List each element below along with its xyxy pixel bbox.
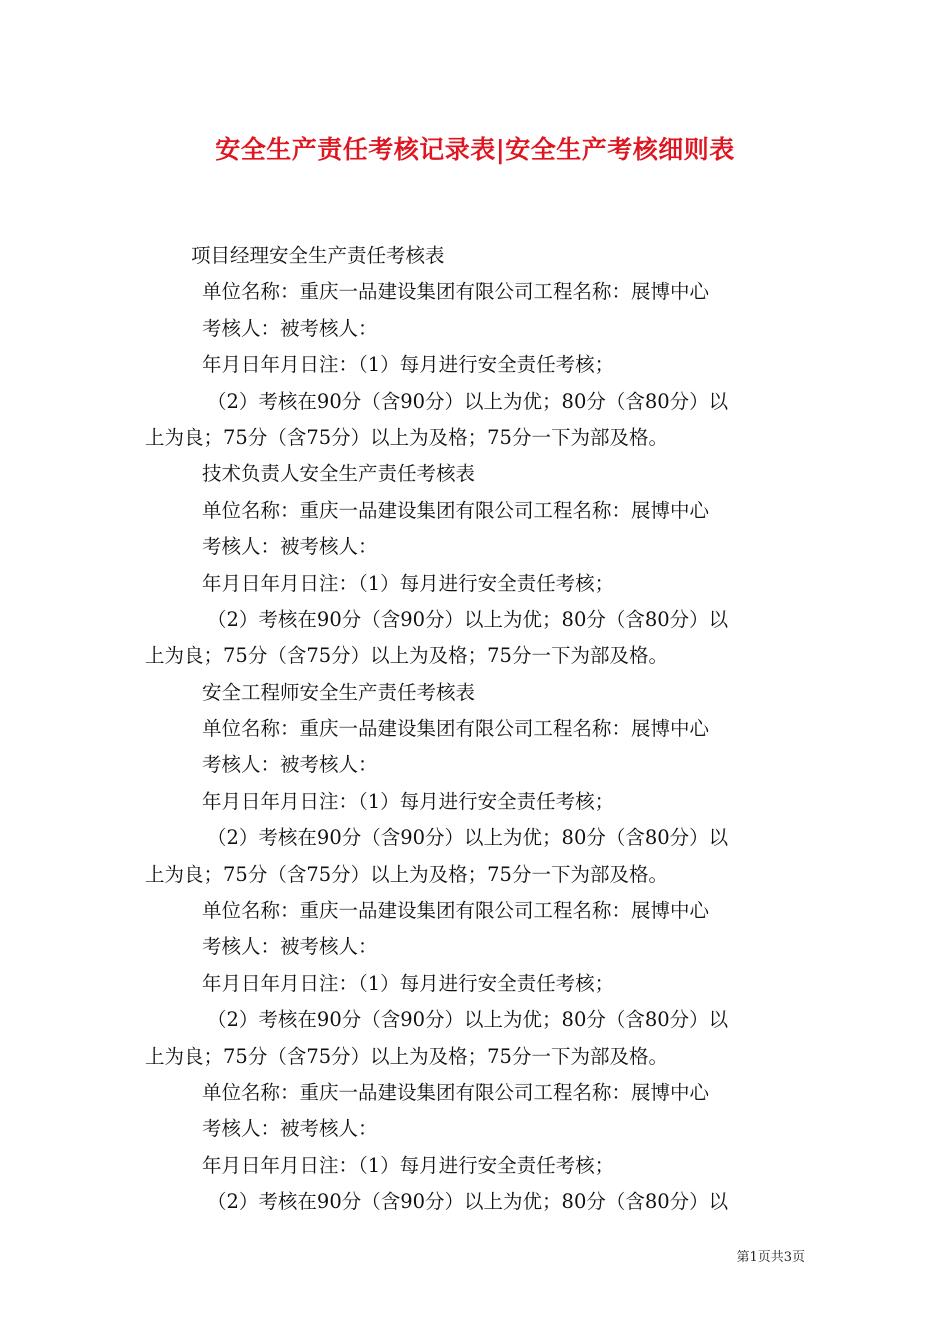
paragraph-line: 技术负责人安全生产责任考核表 <box>202 462 476 486</box>
paragraph-line: 考核人：被考核人： <box>202 316 378 340</box>
paragraph-line: 单位名称：重庆一品建设集团有限公司工程名称：展博中心 <box>202 1080 710 1104</box>
paragraph-line: 年月日年月日注：（1）每月进行安全责任考核； <box>202 1153 615 1177</box>
paragraph-line: （2）考核在90分（含90分）以上为优；80分（含80分）以 <box>207 389 729 413</box>
paragraph-line: 年月日年月日注：（1）每月进行安全责任考核； <box>202 789 615 813</box>
paragraph-line: （2）考核在90分（含90分）以上为优；80分（含80分）以 <box>207 1190 729 1214</box>
paragraph-line: 考核人：被考核人： <box>202 1117 378 1141</box>
paragraph-line: 年月日年月日注：（1）每月进行安全责任考核； <box>202 971 615 995</box>
paragraph-line: 考核人：被考核人： <box>202 535 378 559</box>
paragraph-line: 单位名称：重庆一品建设集团有限公司工程名称：展博中心 <box>202 498 710 522</box>
paragraph-line: （2）考核在90分（含90分）以上为优；80分（含80分）以 <box>207 1008 729 1032</box>
page-number: 第1页共3页 <box>736 1250 805 1265</box>
paragraph-line: 单位名称：重庆一品建设集团有限公司工程名称：展博中心 <box>202 717 710 741</box>
paragraph-line: 单位名称：重庆一品建设集团有限公司工程名称：展博中心 <box>202 899 710 923</box>
page-title: 安全生产责任考核记录表|安全生产考核细则表 <box>215 135 735 164</box>
paragraph-line: （2）考核在90分（含90分）以上为优；80分（含80分）以 <box>207 826 729 850</box>
paragraph-line: 考核人：被考核人： <box>202 935 378 959</box>
paragraph-line: （2）考核在90分（含90分）以上为优；80分（含80分）以 <box>207 607 729 631</box>
paragraph-line: 上为良；75分（含75分）以上为及格；75分一下为部及格。 <box>145 425 668 449</box>
paragraph-line: 年月日年月日注：（1）每月进行安全责任考核； <box>202 571 615 595</box>
paragraph-line: 安全工程师安全生产责任考核表 <box>202 680 476 704</box>
paragraph-line: 项目经理安全生产责任考核表 <box>191 244 445 267</box>
paragraph-line: 单位名称：重庆一品建设集团有限公司工程名称：展博中心 <box>202 280 710 304</box>
paragraph-line: 上为良；75分（含75分）以上为及格；75分一下为部及格。 <box>145 644 668 668</box>
paragraph-line: 考核人：被考核人： <box>202 753 378 777</box>
paragraph-line: 年月日年月日注：（1）每月进行安全责任考核； <box>202 353 615 377</box>
paragraph-line: 上为良；75分（含75分）以上为及格；75分一下为部及格。 <box>145 862 668 886</box>
paragraph-line: 上为良；75分（含75分）以上为及格；75分一下为部及格。 <box>145 1044 668 1068</box>
document-body <box>145 238 810 1221</box>
